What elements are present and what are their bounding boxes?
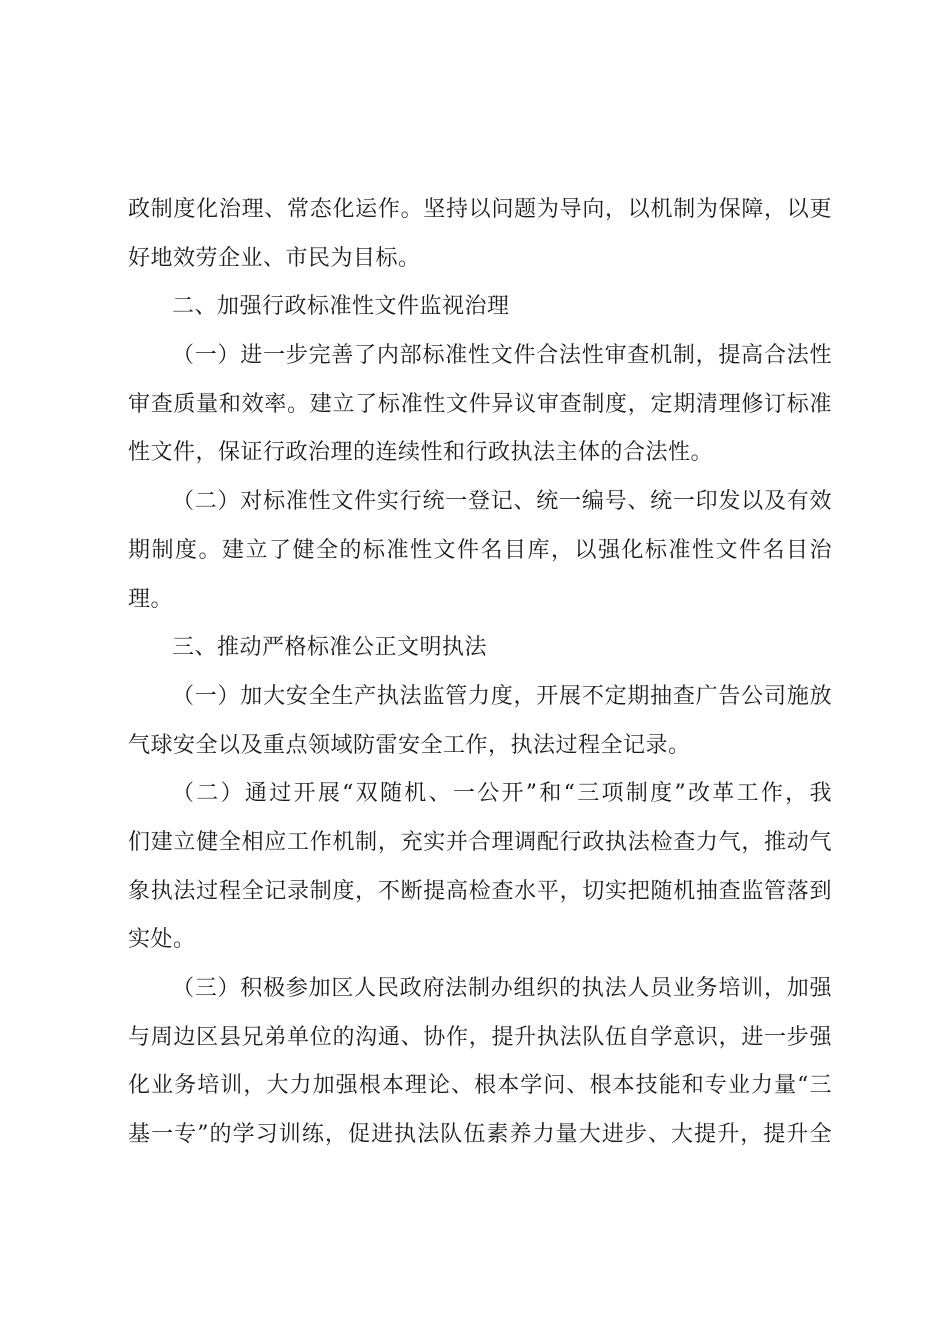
text-line: （一）加大安全生产执法监管力度，开展不定期抽查广告公司施放 [172, 683, 832, 709]
text-line: （二）对标准性文件实行统一登记、统一编号、统一印发以及有效 [172, 489, 832, 515]
text-line: （一）进一步完善了内部标准性文件合法性审查机制，提高合法性 [172, 343, 832, 369]
text-line: 实处。 [128, 927, 196, 953]
text-line: 性文件，保证行政治理的连续性和行政执法主体的合法性。 [128, 440, 714, 466]
text-line: 化业务培训，大力加强根本理论、根本学问、根本技能和专业力量“三 [128, 1073, 832, 1099]
text-line: 基一专”的学习训练，促进执法队伍素养力量大进步、大提升，提升全 [128, 1122, 832, 1148]
text-line: （二）通过开展“双随机、一公开”和“三项制度”改革工作，我 [172, 781, 832, 807]
text-line: 期制度。建立了健全的标准性文件名目库，以强化标准性文件名目治 [128, 537, 832, 563]
section-heading-2 [128, 283, 832, 332]
text-line: 审查质量和效率。建立了标准性文件异议审查制度，定期清理修订标准 [128, 391, 832, 417]
section-heading-3 [128, 624, 832, 673]
paragraph-continuation [128, 186, 832, 283]
paragraph-3-2 [128, 770, 832, 965]
document-body [128, 186, 832, 1160]
paragraph-2-1 [128, 332, 832, 478]
paragraph-2-2 [128, 478, 832, 624]
paragraph-3-1 [128, 673, 832, 770]
text-line: 气球安全以及重点领域防雷安全工作，执法过程全记录。 [128, 732, 691, 758]
text-line: 象执法过程全记录制度，不断提高检查水平，切实把随机抽查监管落到 [128, 878, 832, 904]
text-line: 政制度化治理、常态化运作。坚持以问题为导向，以机制为保障，以更 [128, 197, 832, 222]
text-line: （三）积极参加区人民政府法制办组织的执法人员业务培训，加强 [172, 976, 832, 1001]
text-line: 与周边区县兄弟单位的沟通、协作，提升执法队伍自学意识，进一步强 [128, 1024, 832, 1050]
text-line: 们建立健全相应工作机制，充实并合理调配行政执法检查力气，推动气 [128, 829, 832, 855]
text-line: 好地效劳企业、市民为目标。 [128, 245, 421, 271]
heading-text: 三、推动严格标准公正文明执法 [172, 635, 488, 661]
text-line: 理。 [128, 586, 174, 612]
paragraph-3-3 [128, 965, 832, 1160]
heading-text: 二、加强行政标准性文件监视治理 [172, 294, 510, 320]
